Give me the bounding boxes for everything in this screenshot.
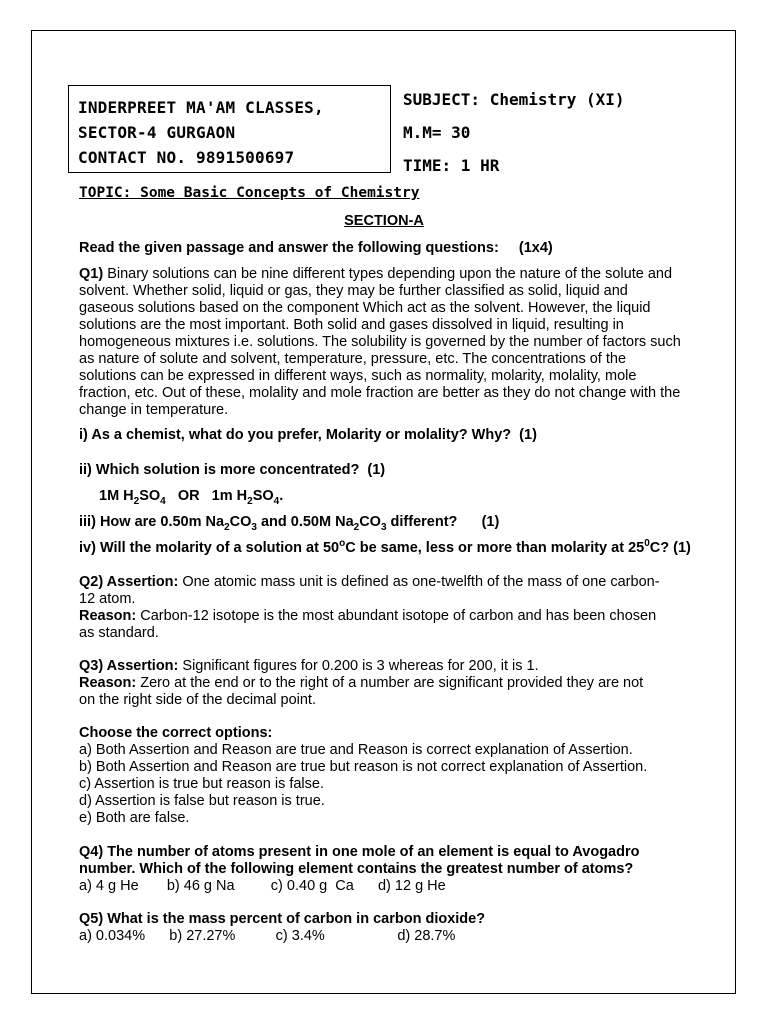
q3-assertion-line1 — [79, 658, 539, 675]
q3-reason-text: Zero at the end or to the right of a number are significant provided they are not — [136, 675, 644, 691]
q2-assertion-text: One atomic mass unit is defined as one-twelfth of the mass of one carbon- — [178, 574, 660, 590]
instruction: Read the given passage and answer the following questions: (1x4) — [79, 240, 553, 256]
q1-sub-iv — [79, 540, 691, 557]
q1-sub-iii — [79, 514, 499, 531]
passage-line: solutions can be expressed in different ways, such as normality, molarity, molality, mole — [79, 368, 637, 384]
q3-assertion-text: Significant figures for 0.200 is 3 whereas for 200, it is 1. — [178, 658, 539, 674]
institute-name: INDERPREET MA'AM CLASSES, — [78, 98, 324, 117]
q2-assertion-line2: 12 atom. — [79, 591, 136, 607]
q4-line2: number. Which of the following element contains the greatest number of atoms? — [79, 861, 634, 877]
q3-reason-line1 — [79, 675, 643, 692]
q3-reason-line2: on the right side of the decimal point. — [79, 692, 316, 708]
question-text: CO — [229, 514, 252, 530]
subscript: 4 — [160, 495, 166, 507]
passage-line: solutions are the most important. Both solid and gases dissolved in liquid, resulting in — [79, 317, 624, 333]
option-text: OR 1m H — [165, 488, 248, 504]
passage-line: solvent. Whether solid, liquid or gas, they may be further classified as solid, liquid and — [79, 283, 628, 299]
option-text: 1M H — [99, 488, 134, 504]
passage-line: as nature of solute and solvent, temperature, pressure, etc. The concentrations of the — [79, 351, 627, 367]
section-heading: SECTION-A — [344, 213, 424, 229]
option-text: SO — [139, 488, 161, 504]
q3-label: Q3) Assertion: — [79, 658, 179, 674]
question-text: C be same, less or more than molarity at 25 — [345, 540, 645, 556]
q4-answers: a) 4 g He b) 46 g Na c) 0.40 g Ca d) 12 g He — [79, 878, 446, 894]
superscript: 0 — [644, 538, 650, 550]
passage-line: homogeneous mixtures i.e. solutions. The solubility is governed by the number of factors such — [79, 334, 681, 350]
passage-line: Binary solutions can be nine different types depending upon the nature of the solute and — [103, 266, 673, 282]
subscript: 2 — [353, 521, 360, 533]
q5-question: Q5) What is the mass percent of carbon in carbon dioxide? — [79, 911, 486, 927]
q2-label: Q2) Assertion: — [79, 574, 179, 590]
question-text: C? (1) — [649, 540, 691, 556]
passage-line: fraction, etc. Out of these, molality and mole fraction are better as they do not change with the — [79, 385, 681, 401]
subscript: 3 — [251, 521, 257, 533]
exam-time: TIME: 1 HR — [403, 156, 500, 175]
passage-line: gaseous solutions based on the component Which act as the solvent. However, the liquid — [79, 300, 651, 316]
options-heading: Choose the correct options: — [79, 725, 273, 741]
option-b: b) Both Assertion and Reason are true but reason is not correct explanation of Assertion. — [79, 759, 648, 775]
institute-box — [68, 85, 391, 173]
q1-sub-i: i) As a chemist, what do you prefer, Molarity or molality? Why? (1) — [79, 427, 537, 443]
subscript: 4 — [273, 495, 280, 507]
subscript: 3 — [380, 521, 387, 533]
option-text: SO — [252, 488, 274, 504]
question-text: iv) Will the molarity of a solution at 50 — [79, 540, 340, 556]
q2-reason-text: Carbon-12 isotope is the most abundant isotope of carbon and has been chosen — [136, 608, 657, 624]
question-text: different? (1) — [386, 514, 500, 530]
superscript: o — [339, 538, 346, 550]
institute-contact: CONTACT NO. 9891500697 — [78, 148, 295, 167]
option-text: . — [279, 488, 284, 504]
question-text: and 0.50M Na — [256, 514, 354, 530]
option-c: c) Assertion is true but reason is false. — [79, 776, 324, 792]
institute-address: SECTOR-4 GURGAON — [78, 123, 236, 142]
q5-answers: a) 0.034% b) 27.27% c) 3.4% d) 28.7% — [79, 928, 456, 944]
q2-reason-line2: as standard. — [79, 625, 159, 641]
question-text: CO — [359, 514, 381, 530]
q2-assertion-line1 — [79, 574, 660, 591]
subscript: 2 — [247, 495, 253, 507]
q2-reason-label: Reason: — [79, 608, 137, 624]
q2-reason-line1 — [79, 608, 656, 625]
subscript: 2 — [224, 521, 230, 533]
option-a: a) Both Assertion and Reason are true and Reason is correct explanation of Assertion. — [79, 742, 633, 758]
passage-line: change in temperature. — [79, 402, 229, 418]
question-text: iii) How are 0.50m Na — [79, 514, 225, 530]
subscript: 2 — [133, 495, 140, 507]
max-marks: M.M= 30 — [403, 123, 471, 142]
option-e: e) Both are false. — [79, 810, 190, 826]
q4-line1: Q4) The number of atoms present in one mole of an element is equal to Avogadro — [79, 844, 640, 860]
subject: SUBJECT: Chemistry (XI) — [403, 90, 625, 109]
q1-sub-ii: ii) Which solution is more concentrated? (1) — [79, 462, 386, 478]
option-d: d) Assertion is false but reason is true. — [79, 793, 325, 809]
q1-label: Q1) — [79, 266, 104, 282]
q1-passage — [79, 266, 729, 419]
topic-heading: TOPIC: Some Basic Concepts of Chemistry — [79, 185, 420, 201]
q1-sub-ii-options — [99, 488, 283, 505]
q3-reason-label: Reason: — [79, 675, 137, 691]
